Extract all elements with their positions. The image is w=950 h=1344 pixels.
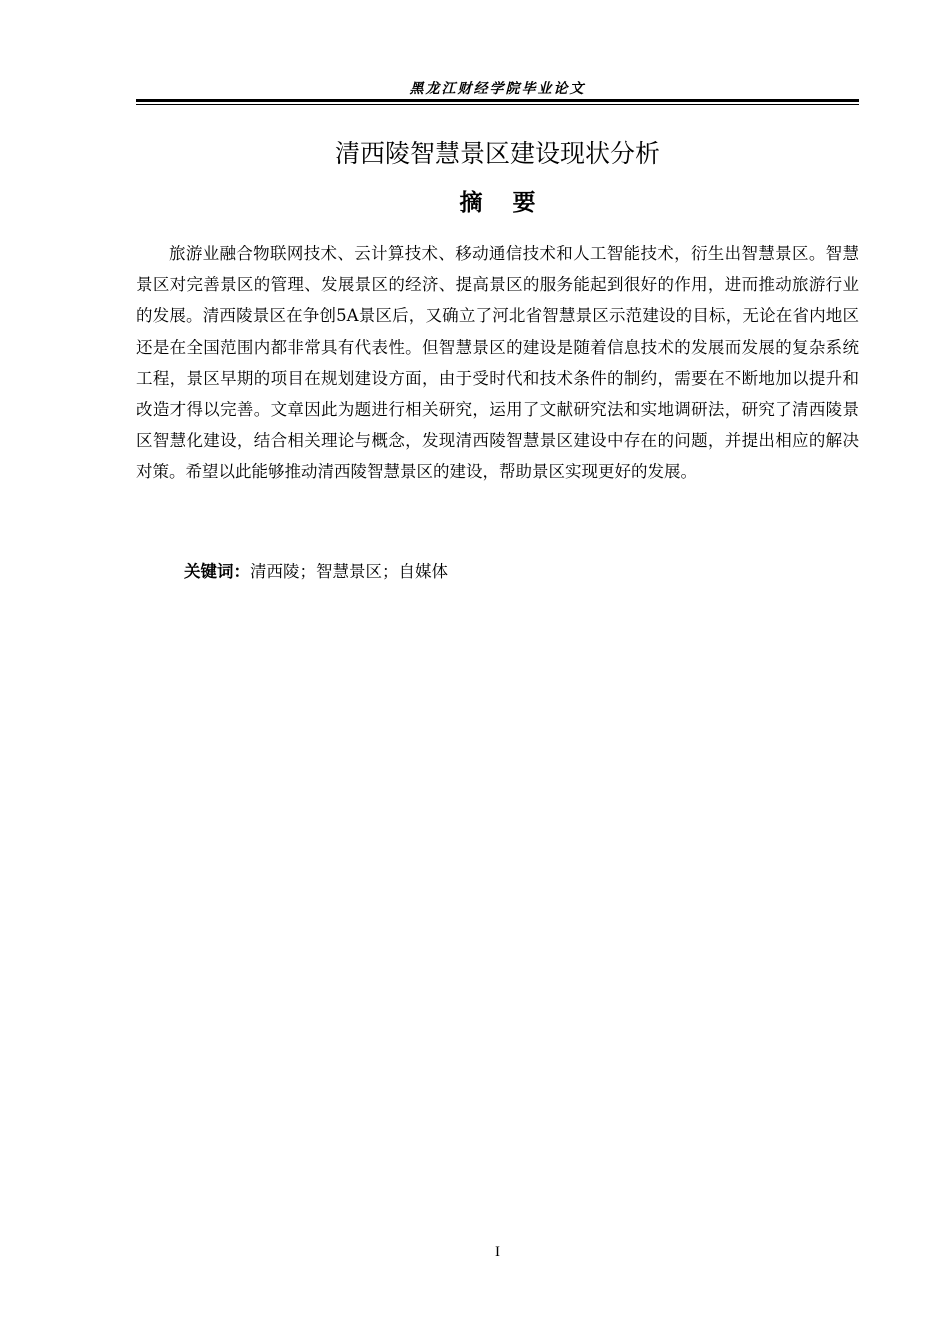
abstract-heading: 摘要 (459, 190, 566, 216)
header-rule-thick (136, 99, 859, 102)
page-number: I (495, 1244, 500, 1260)
running-header: 黑龙江财经学院毕业论文 (409, 81, 586, 97)
keywords-label: 关键词： (184, 562, 250, 581)
keywords-line (184, 558, 448, 586)
keywords-text: 清西陵；智慧景区；自媒体 (250, 562, 448, 581)
paper-title: 清西陵智慧景区建设现状分析 (334, 139, 660, 168)
abstract-body: 旅游业融合物联网技术、云计算技术、移动通信技术和人工智能技术，衍生出智慧景区。智慧景区对完善景区的管理、发展景区的经济、提高景区的服务能起到很好的作用，进而推动旅游行业的发展。清西陵景区在争创5A景区后，又确立了河北省智慧景区示范建设的目标，无论在省内地区还是在全国范围内都非常具有代表性。但智慧景区的建设是随着信息技术的发展而发展的复杂系统工程，景区早期的项目在规划建设方面，由于受时代和技术条件的制约，需要在不断地加以提升和改造才得以完善。文章因此为题进行相关研究，运用了文献研究法和实地调研法，研究了清西陵景区智慧化建设，结合相关理论与概念，发现清西陵智慧景区建设中存在的问题，并提出相应的解决对策。希望以此能够推动清西陵智慧景区的建设，帮助景区实现更好的发展。 (136, 244, 859, 482)
header-rule-thin (136, 104, 859, 105)
